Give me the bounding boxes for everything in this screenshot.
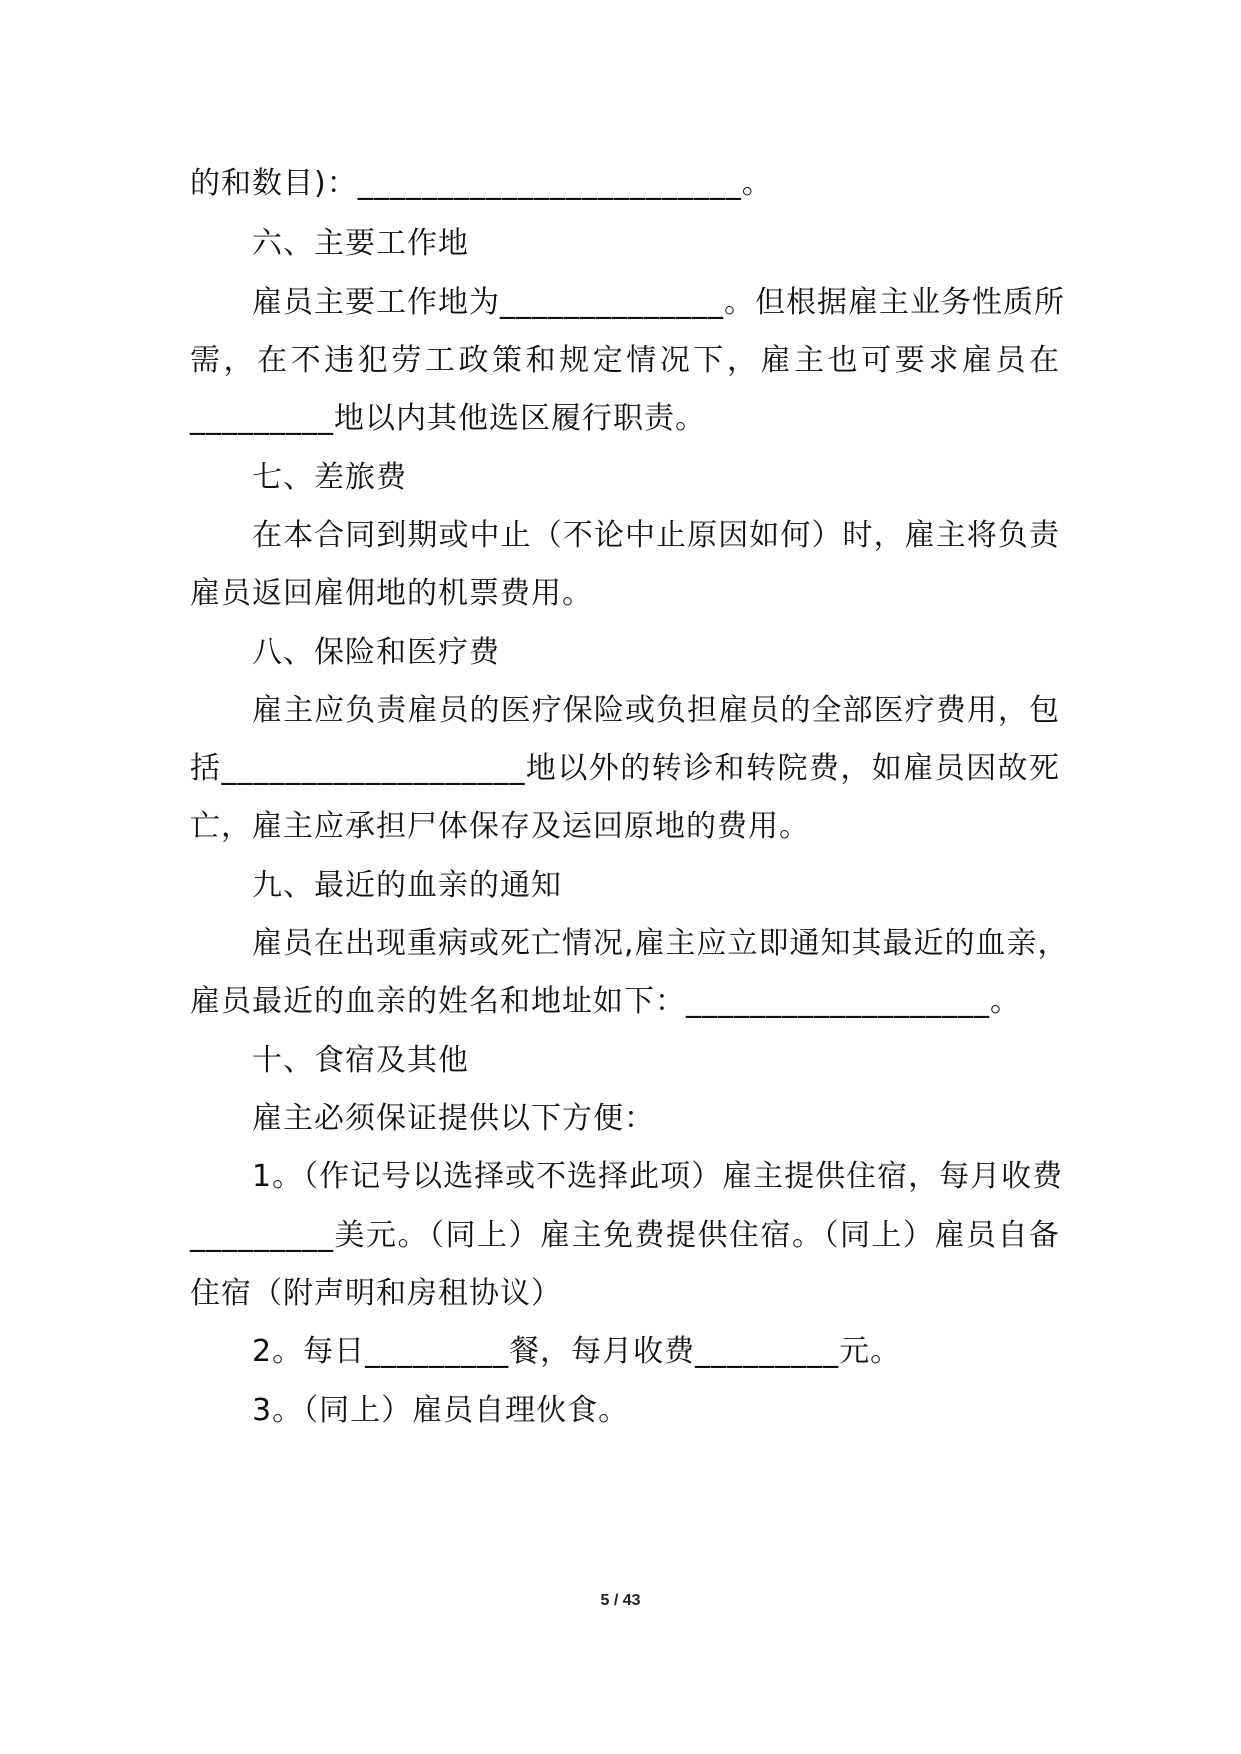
list-item-2: 2。每日_________餐，每月收费_________元。 <box>252 1334 902 1369</box>
paragraph-line: 雇主必须保证提供以下方便： <box>252 1101 655 1136</box>
body-line-continuation: 的和数目)：________________________。 <box>190 166 773 201</box>
section-heading-10: 十、食宿及其他 <box>252 1043 469 1078</box>
paragraph-line: 雇员主要工作地为______________。但根据雇主业务性质所 <box>252 285 1065 320</box>
paragraph-line: 亡，雇主应承担尸体保存及运回原地的费用。 <box>190 809 810 844</box>
paragraph-line: 需，在不违犯劳工政策和规定情况下，雇主也可要求雇员在 <box>190 343 1060 378</box>
paragraph-line: 雇主应负责雇员的医疗保险或负担雇员的全部医疗费用，包 <box>252 693 1060 728</box>
list-item-1-continued: 住宿（附声明和房租协议） <box>190 1276 562 1311</box>
list-item-3: 3。（同上）雇员自理伙食。 <box>252 1393 630 1428</box>
paragraph-line: 雇员返回雇佣地的机票费用。 <box>190 576 593 611</box>
list-item-1: 1。（作记号以选择或不选择此项）雇主提供住宿，每月收费 <box>252 1159 1064 1194</box>
list-item-1-continued: _________美元。（同上）雇主免费提供住宿。（同上）雇员自备 <box>190 1218 1060 1253</box>
section-heading-6: 六、主要工作地 <box>252 226 469 261</box>
paragraph-line: 雇员最近的血亲的姓名和地址如下：___________________。 <box>190 984 1021 1019</box>
paragraph-line: _________地以内其他选区履行职责。 <box>190 401 706 436</box>
paragraph-line: 括___________________地以外的转诊和转院费，如雇员因故死 <box>190 751 1060 786</box>
paragraph-line: 雇员在出现重病或死亡情况,雇主应立即通知其最近的血亲， <box>252 926 1069 961</box>
page-number: 5 / 43 <box>600 1592 641 1609</box>
section-heading-9: 九、最近的血亲的通知 <box>252 868 562 903</box>
section-heading-7: 七、差旅费 <box>252 460 407 495</box>
paragraph-line: 在本合同到期或中止（不论中止原因如何）时，雇主将负责 <box>252 518 1060 553</box>
section-heading-8: 八、保险和医疗费 <box>252 635 500 670</box>
